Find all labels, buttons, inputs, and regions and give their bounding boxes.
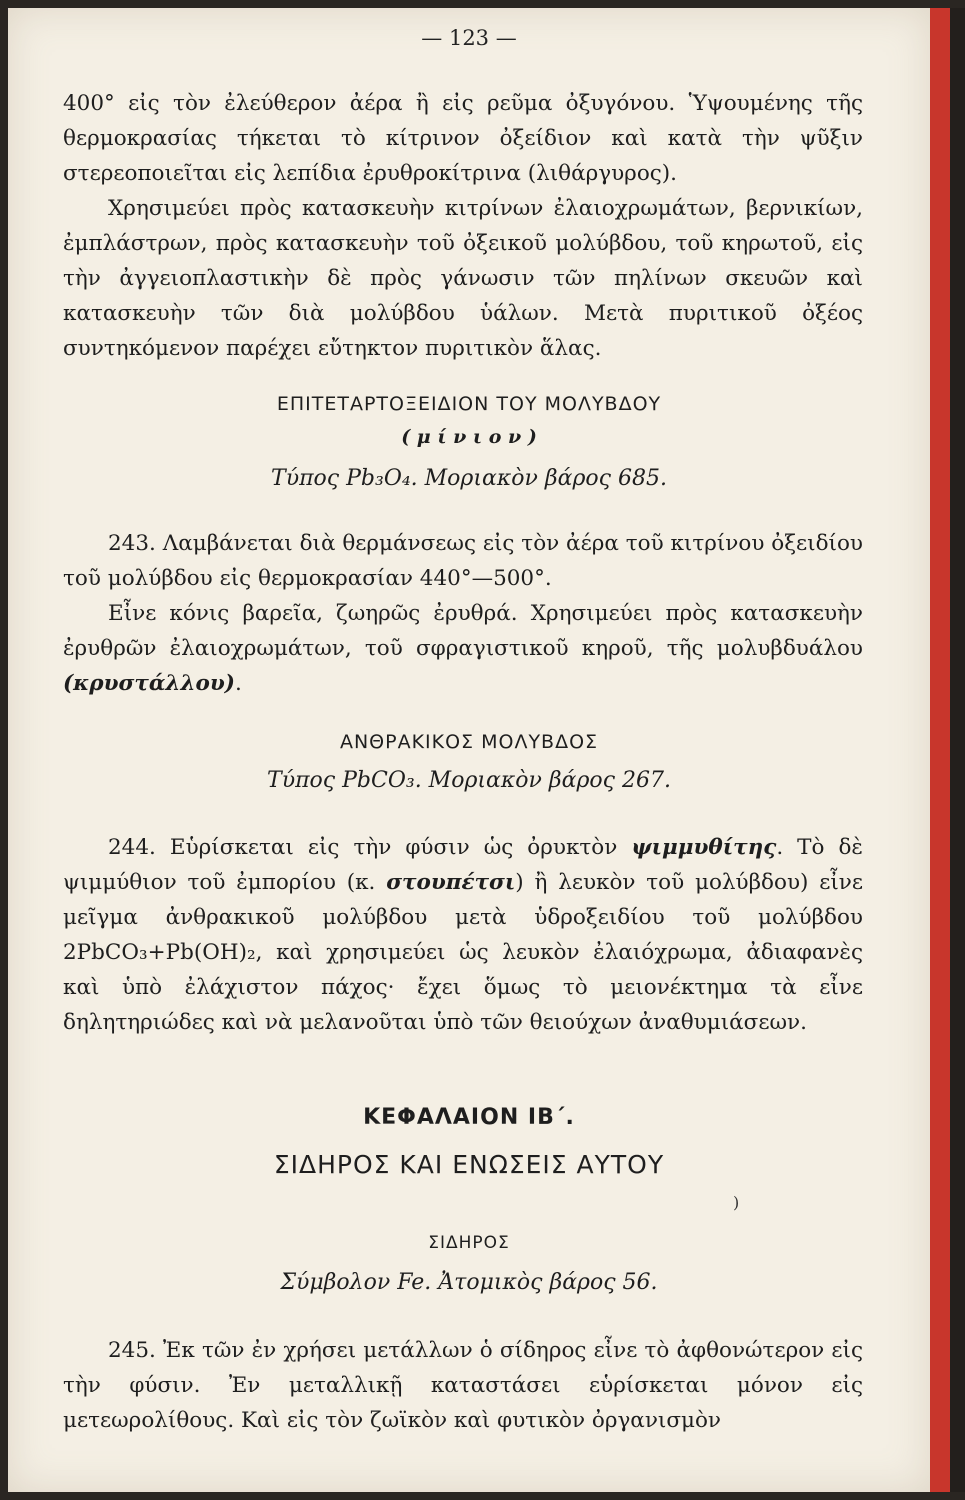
book-page xyxy=(8,8,930,1492)
paragraph-litharge: 400° εἰς τὸν ἐλεύθερον ἀέρα ἢ εἰς ρεῦμα ὀξυγόνου. Ὑψουμένης τῆς θερμοκρασίας τήκεται τὸ κίτρινον ὀξείδιον καὶ κατὰ τὴν ψῦξιν στερεοποιεῖται εἰς λεπίδια ἐρυθροκίτρινα (λιθάργυρος). xyxy=(63,91,863,186)
heading-lead-carbonate: ΑΝΘΡΑΚΙΚΟΣ ΜΟΛΥΒΔΟΣ xyxy=(339,731,599,753)
chapter-title: ΣΙΔΗΡΟΣ ΚΑΙ ΕΝΩΣΕΙΣ ΑΥΤΟΥ xyxy=(273,1150,665,1179)
text-243-before: Εἶνε κόνις βαρεῖα, ζωηρῶς ἐρυθρά. Χρησιμεύει πρὸς κατασκευὴν ἐρυθρῶν ἐλαιοχρωμάτων, τοῦ σφραγιστικοῦ κηροῦ, τῆς μολυβδυάλου xyxy=(63,601,863,661)
formula-iron: Σύμβολον Fe. Ἀτομικὸς βάρος 56. xyxy=(280,1270,658,1295)
heading-red-lead-sub: ( μ ί ν ι ο ν ) xyxy=(401,426,537,448)
page-edge-red xyxy=(930,8,950,1492)
text-244-a: 244. Εὑρίσκεται εἰς τὴν φύσιν ὡς ὀρυκτὸν xyxy=(108,835,618,860)
paragraph-243: 243. Λαμβάνεται διὰ θερμάνσεως εἰς τὸν ἀέρα τοῦ κιτρίνου ὀξειδίου τοῦ μολύβδου εἰς θερμοκρασίαν 440°—500°. xyxy=(63,531,863,591)
chapter-number: ΚΕΦΑΛΑΙΟΝ ΙΒ΄. xyxy=(363,1105,575,1130)
formula-red-lead: Τύπος Pb₃O₄. Μοριακὸν βάρος 685. xyxy=(271,466,667,491)
formula-lead-carbonate: Τύπος PbCO₃. Μοριακὸν βάρος 267. xyxy=(267,768,671,793)
text-244-c: ) ἢ λευκὸν τοῦ μολύβδου) εἶνε μεῖγμα ἀνθρακικοῦ μολύβδου μετὰ ὑδροξειδίου τοῦ μολύβδου 2PbCO₃+Pb(OH)₂, καὶ χρησιμεύει ὡς λευκὸν ἐλαιόχρωμα, ἀδιαφανὲς καὶ ὑπὸ ἐλάχιστον πάχος· ἔχει ὅμως τὸ μειονέκτημα τὰ εἶνε δηλητηριώδες καὶ νὰ μελανοῦται ὑπὸ τῶν θειούχων ἀναθυμιάσεων. xyxy=(63,870,863,1035)
paragraph-243-uses xyxy=(63,596,863,701)
term-cerussite: ψιμμυθίτης xyxy=(631,835,777,860)
page-edge-dark xyxy=(950,8,965,1492)
paragraph-uses: Χρησιμεύει πρὸς κατασκευὴν κιτρίνων ἐλαιοχρωμάτων, βερνικίων, ἐμπλάστρων, πρὸς κατασκευὴν τοῦ ὀξεικοῦ μολύβδου, τοῦ κηρωτοῦ, εἰς τὴν ἀγγειοπλαστικὴν δὲ πρὸς γάνωσιν τῶν πηλίνων σκευῶν καὶ κατασκευὴν τῶν διὰ μολύβδου ὑάλων. Μετὰ πυριτικοῦ ὀξέος συντηκόμενον παρέχει εὔτηκτον πυριτικὸν ἅλας. xyxy=(63,196,863,361)
heading-red-lead: ΕΠΙΤΕΤΑΡΤΟΞΕΙΔΙΟΝ ΤΟΥ ΜΟΛΥΒΔΟΥ xyxy=(276,393,662,415)
paragraph-244 xyxy=(63,830,863,1040)
term-crystal: (κρυστάλλου) xyxy=(63,671,235,696)
paragraph-245: 245. Ἐκ τῶν ἐν χρήσει μετάλλων ὁ σίδηρος εἶνε τὸ ἀφθονώτερον εἰς τὴν φύσιν. Ἐν μεταλλικῇ καταστάσει εὑρίσκεται μόνον εἰς μετεωρολίθους. Καὶ εἰς τὸν ζωϊκὸν καὶ φυτικὸν ὀργανισμὸν xyxy=(63,1338,863,1433)
stray-mark: ) xyxy=(733,1193,740,1212)
term-stoupetsi: στουπέτσι xyxy=(386,870,516,895)
text-243-after: . xyxy=(234,671,242,696)
heading-iron: ΣΙΔΗΡΟΣ xyxy=(428,1233,510,1253)
text-244-b: . Τὸ δὲ ψιμμύθιον τοῦ ἐμπορίου (κ. xyxy=(63,835,863,895)
page-number: — 123 — xyxy=(421,26,517,50)
